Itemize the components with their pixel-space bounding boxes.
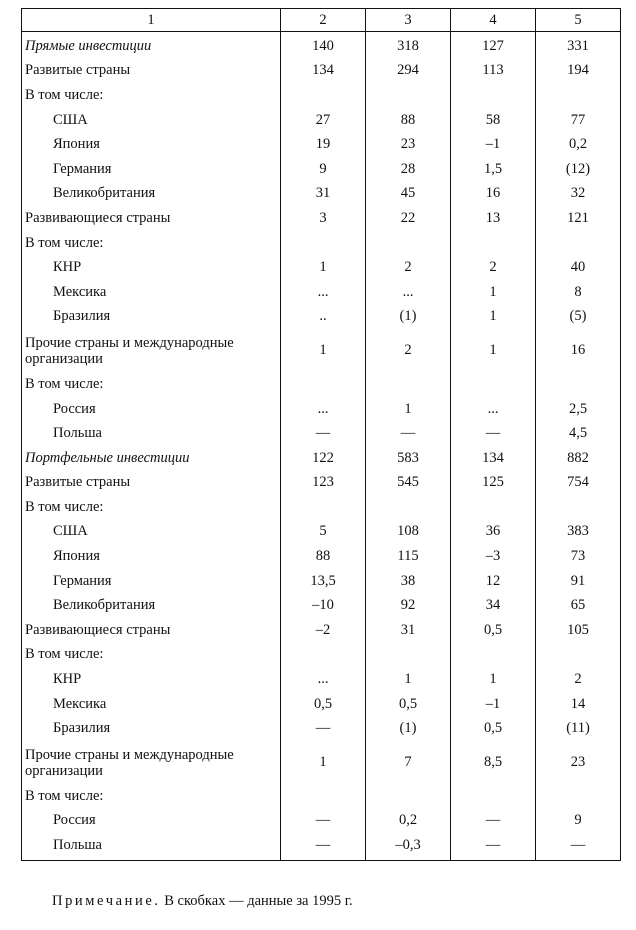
- row-value: 1: [366, 667, 451, 692]
- table-row: [22, 32, 621, 59]
- row-value: [281, 231, 366, 256]
- row-value: 108: [366, 520, 451, 545]
- row-value: —: [281, 833, 366, 860]
- row-value: ...: [281, 280, 366, 305]
- row-value: 1: [451, 329, 536, 372]
- row-label: Польша: [22, 833, 281, 860]
- row-value: 2,5: [536, 397, 621, 422]
- footnote-prefix: Примечание.: [52, 893, 161, 909]
- row-value: 16: [536, 329, 621, 372]
- row-value: [281, 83, 366, 108]
- column-header: 2: [281, 9, 366, 32]
- table-header-row: [22, 9, 621, 32]
- table-row: [22, 329, 621, 372]
- row-label: В том числе:: [22, 643, 281, 668]
- row-value: 2: [366, 329, 451, 372]
- table-row: [22, 667, 621, 692]
- row-value: 5: [281, 520, 366, 545]
- table-row: [22, 446, 621, 471]
- row-value: 19: [281, 132, 366, 157]
- row-value: 27: [281, 108, 366, 133]
- row-value: [451, 372, 536, 397]
- row-value: 73: [536, 544, 621, 569]
- row-value: ..: [281, 305, 366, 330]
- row-label: КНР: [22, 667, 281, 692]
- table-row: [22, 59, 621, 84]
- row-value: 2: [536, 667, 621, 692]
- row-value: [281, 495, 366, 520]
- footnote: [52, 893, 353, 910]
- row-value: 31: [281, 182, 366, 207]
- table-row: [22, 157, 621, 182]
- row-value: 754: [536, 471, 621, 496]
- row-value: 123: [281, 471, 366, 496]
- row-label: В том числе:: [22, 83, 281, 108]
- row-value: 105: [536, 618, 621, 643]
- table-row: [22, 618, 621, 643]
- row-value: 77: [536, 108, 621, 133]
- row-value: 12: [451, 569, 536, 594]
- row-value: 1: [281, 329, 366, 372]
- row-value: [451, 784, 536, 809]
- column-header: 1: [22, 9, 281, 32]
- row-value: (11): [536, 716, 621, 741]
- row-value: —: [451, 833, 536, 860]
- row-value: [451, 495, 536, 520]
- row-value: 9: [281, 157, 366, 182]
- row-label: В том числе:: [22, 372, 281, 397]
- row-value: –2: [281, 618, 366, 643]
- table-row: [22, 544, 621, 569]
- row-value: 0,2: [366, 809, 451, 834]
- row-label: Россия: [22, 809, 281, 834]
- row-value: 28: [366, 157, 451, 182]
- row-label: Бразилия: [22, 716, 281, 741]
- table-row: [22, 397, 621, 422]
- row-value: 1: [281, 741, 366, 784]
- row-label: Великобритания: [22, 182, 281, 207]
- row-value: [366, 83, 451, 108]
- row-value: 36: [451, 520, 536, 545]
- row-value: 88: [366, 108, 451, 133]
- table-row: [22, 692, 621, 717]
- row-value: 13,5: [281, 569, 366, 594]
- row-value: 34: [451, 593, 536, 618]
- row-value: 40: [536, 255, 621, 280]
- row-label: Прочие страны и международные организации: [22, 741, 281, 784]
- row-value: 0,5: [451, 618, 536, 643]
- row-value: 294: [366, 59, 451, 84]
- row-value: 1: [451, 667, 536, 692]
- table-row: [22, 132, 621, 157]
- table-row: [22, 741, 621, 784]
- row-label: Мексика: [22, 692, 281, 717]
- row-value: —: [536, 833, 621, 860]
- row-label: Великобритания: [22, 593, 281, 618]
- row-value: 65: [536, 593, 621, 618]
- row-label: Германия: [22, 569, 281, 594]
- row-value: 1: [451, 280, 536, 305]
- row-value: —: [281, 716, 366, 741]
- row-label: КНР: [22, 255, 281, 280]
- row-label: Развитые страны: [22, 471, 281, 496]
- row-value: 134: [451, 446, 536, 471]
- row-value: 7: [366, 741, 451, 784]
- row-value: 4,5: [536, 421, 621, 446]
- column-header: 4: [451, 9, 536, 32]
- row-value: 318: [366, 32, 451, 59]
- row-value: 13: [451, 206, 536, 231]
- table-row: [22, 833, 621, 860]
- row-value: 8: [536, 280, 621, 305]
- row-value: 23: [536, 741, 621, 784]
- row-value: 383: [536, 520, 621, 545]
- row-value: [536, 495, 621, 520]
- row-value: 38: [366, 569, 451, 594]
- row-value: [536, 372, 621, 397]
- table-row: [22, 182, 621, 207]
- table-row: [22, 255, 621, 280]
- row-value: 113: [451, 59, 536, 84]
- row-label: Мексика: [22, 280, 281, 305]
- table-row: [22, 83, 621, 108]
- row-value: [366, 495, 451, 520]
- row-value: 31: [366, 618, 451, 643]
- table-row: [22, 231, 621, 256]
- row-value: 8,5: [451, 741, 536, 784]
- table-row: [22, 280, 621, 305]
- table-row: [22, 372, 621, 397]
- row-value: 583: [366, 446, 451, 471]
- row-value: ...: [366, 280, 451, 305]
- row-value: —: [281, 809, 366, 834]
- row-value: 2: [451, 255, 536, 280]
- row-value: –3: [451, 544, 536, 569]
- row-value: 0,5: [281, 692, 366, 717]
- row-value: 140: [281, 32, 366, 59]
- row-label: Развивающиеся страны: [22, 206, 281, 231]
- row-value: –1: [451, 692, 536, 717]
- row-value: [451, 83, 536, 108]
- row-value: 1: [451, 305, 536, 330]
- table-row: [22, 108, 621, 133]
- row-value: [366, 643, 451, 668]
- row-value: 115: [366, 544, 451, 569]
- row-label: В том числе:: [22, 231, 281, 256]
- row-label: Прочие страны и международные организации: [22, 329, 281, 372]
- row-value: [281, 643, 366, 668]
- row-value: –10: [281, 593, 366, 618]
- table-row: [22, 569, 621, 594]
- row-value: (12): [536, 157, 621, 182]
- row-value: [451, 643, 536, 668]
- row-value: 1: [281, 255, 366, 280]
- row-value: 14: [536, 692, 621, 717]
- row-value: 1,5: [451, 157, 536, 182]
- table-row: [22, 716, 621, 741]
- row-value: 58: [451, 108, 536, 133]
- table-row: [22, 593, 621, 618]
- column-header: 5: [536, 9, 621, 32]
- row-value: [536, 83, 621, 108]
- table-row: [22, 421, 621, 446]
- row-label: Прямые инвестиции: [22, 32, 281, 59]
- row-value: (5): [536, 305, 621, 330]
- row-value: [366, 372, 451, 397]
- row-value: ...: [281, 397, 366, 422]
- row-label: Германия: [22, 157, 281, 182]
- row-value: 122: [281, 446, 366, 471]
- row-label: Россия: [22, 397, 281, 422]
- row-value: 16: [451, 182, 536, 207]
- row-value: [366, 231, 451, 256]
- row-label: Портфельные инвестиции: [22, 446, 281, 471]
- row-value: [536, 643, 621, 668]
- row-value: (1): [366, 305, 451, 330]
- table-row: [22, 809, 621, 834]
- table-row: [22, 784, 621, 809]
- row-value: 125: [451, 471, 536, 496]
- footnote-text: В скобках — данные за 1995 г.: [164, 893, 353, 909]
- row-value: —: [451, 421, 536, 446]
- row-value: 22: [366, 206, 451, 231]
- row-value: 91: [536, 569, 621, 594]
- row-value: —: [281, 421, 366, 446]
- row-value: 23: [366, 132, 451, 157]
- row-value: 2: [366, 255, 451, 280]
- row-value: 1: [366, 397, 451, 422]
- row-label: США: [22, 520, 281, 545]
- row-value: ...: [281, 667, 366, 692]
- table-row: [22, 471, 621, 496]
- table-row: [22, 206, 621, 231]
- row-value: [451, 231, 536, 256]
- table-body: [22, 32, 621, 861]
- row-value: 32: [536, 182, 621, 207]
- row-label: Развитые страны: [22, 59, 281, 84]
- row-value: 545: [366, 471, 451, 496]
- row-value: 121: [536, 206, 621, 231]
- row-value: –1: [451, 132, 536, 157]
- row-value: –0,3: [366, 833, 451, 860]
- row-label: США: [22, 108, 281, 133]
- row-value: 0,5: [366, 692, 451, 717]
- row-value: [536, 231, 621, 256]
- table-row: [22, 305, 621, 330]
- row-value: 88: [281, 544, 366, 569]
- row-value: 45: [366, 182, 451, 207]
- table-row: [22, 495, 621, 520]
- row-value: —: [451, 809, 536, 834]
- row-value: [281, 372, 366, 397]
- row-value: —: [366, 421, 451, 446]
- row-label: В том числе:: [22, 784, 281, 809]
- row-value: 92: [366, 593, 451, 618]
- table-row: [22, 520, 621, 545]
- row-label: Бразилия: [22, 305, 281, 330]
- row-value: 331: [536, 32, 621, 59]
- row-label: Япония: [22, 132, 281, 157]
- investment-table: [21, 8, 621, 861]
- table-row: [22, 643, 621, 668]
- row-label: Развивающиеся страны: [22, 618, 281, 643]
- row-value: [281, 784, 366, 809]
- row-label: Япония: [22, 544, 281, 569]
- row-label: Польша: [22, 421, 281, 446]
- row-value: 127: [451, 32, 536, 59]
- row-value: 882: [536, 446, 621, 471]
- row-value: ...: [451, 397, 536, 422]
- row-label: В том числе:: [22, 495, 281, 520]
- row-value: 9: [536, 809, 621, 834]
- row-value: [366, 784, 451, 809]
- row-value: 0,5: [451, 716, 536, 741]
- row-value: 134: [281, 59, 366, 84]
- row-value: (1): [366, 716, 451, 741]
- row-value: 3: [281, 206, 366, 231]
- column-header: 3: [366, 9, 451, 32]
- row-value: 194: [536, 59, 621, 84]
- row-value: 0,2: [536, 132, 621, 157]
- row-value: [536, 784, 621, 809]
